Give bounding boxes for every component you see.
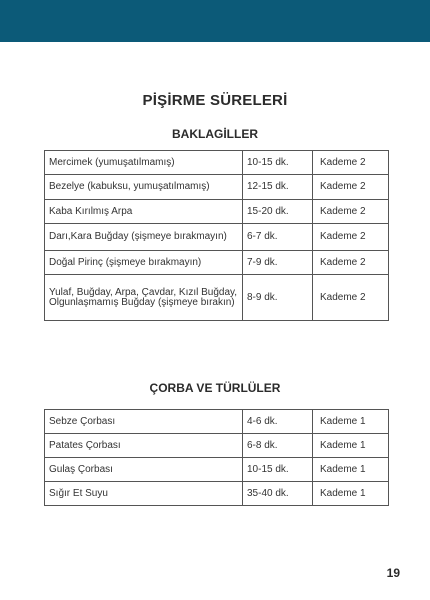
level-cell: Kademe 1 [313,434,389,458]
page-number: 19 [386,566,400,580]
time-cell: 7-9 dk. [243,251,313,275]
header-bar [0,0,430,42]
food-cell: Sebze Çorbası [45,410,243,434]
food-cell: Sığır Et Suyu [45,482,243,506]
time-cell: 35-40 dk. [243,482,313,506]
level-cell: Kademe 1 [313,458,389,482]
table-row [45,482,389,506]
table-row [45,251,389,275]
level-cell: Kademe 1 [313,482,389,506]
table-row [45,175,389,200]
food-cell: Gulaş Çorbası [45,458,243,482]
table-row [45,275,389,321]
food-cell: Yulaf, Buğday, Arpa, Çavdar, Kızıl Buğday, Olgunlaşmamış Buğday (şişmeye bırakın) [45,275,243,321]
table-row [45,410,389,434]
level-cell: Kademe 1 [313,410,389,434]
legumes-table [44,150,389,321]
table-row [45,434,389,458]
level-cell: Kademe 2 [313,175,389,200]
time-cell: 8-9 dk. [243,275,313,321]
level-cell: Kademe 2 [313,251,389,275]
table-row [45,224,389,251]
soups-table [44,409,389,506]
time-cell: 4-6 dk. [243,410,313,434]
time-cell: 12-15 dk. [243,175,313,200]
time-cell: 10-15 dk. [243,458,313,482]
food-cell: Patates Çorbası [45,434,243,458]
level-cell: Kademe 2 [313,224,389,251]
food-cell: Darı,Kara Buğday (şişmeye bırakmayın) [45,224,243,251]
level-cell: Kademe 2 [313,275,389,321]
time-cell: 6-8 dk. [243,434,313,458]
section-title-legumes: BAKLAGİLLER [172,127,258,141]
level-cell: Kademe 2 [313,200,389,224]
time-cell: 6-7 dk. [243,224,313,251]
food-cell: Bezelye (kabuksu, yumuşatılmamış) [45,175,243,200]
page-title: PİŞİRME SÜRELERİ [142,92,288,109]
time-cell: 10-15 dk. [243,151,313,175]
table-row [45,200,389,224]
section-title-soups: ÇORBA VE TÜRLÜLER [149,381,281,395]
food-cell: Mercimek (yumuşatılmamış) [45,151,243,175]
food-cell: Kaba Kırılmış Arpa [45,200,243,224]
level-cell: Kademe 2 [313,151,389,175]
table-row [45,458,389,482]
table-row [45,151,389,175]
food-cell: Doğal Pirinç (şişmeye bırakmayın) [45,251,243,275]
time-cell: 15-20 dk. [243,200,313,224]
